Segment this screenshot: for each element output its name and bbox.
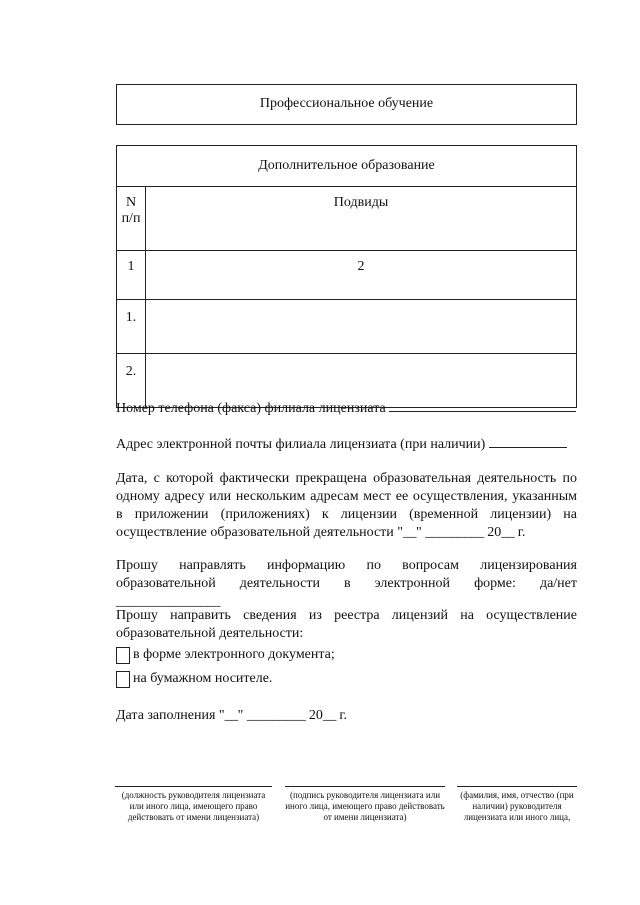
fill-date-label: Дата заполнения " xyxy=(116,708,225,723)
additional-education-table xyxy=(116,145,577,408)
table-title: Дополнительное образование xyxy=(117,146,577,187)
date-day-blank[interactable]: __ xyxy=(403,525,416,540)
fill-date-month-blank[interactable]: _________ xyxy=(246,708,306,723)
col-subtypes-header: Подвиды xyxy=(146,187,577,251)
fill-date-field: Дата заполнения "__" _________ 20__ г. xyxy=(116,708,347,723)
option-paper-row[interactable] xyxy=(116,670,272,688)
cessation-date-paragraph: Дата, с которой фактически прекращена образовательная деятельность по одному адресу или нескольким адресам мест ее осуществления, указанным в приложении (приложениях) к лицензии (временной лицензии) на осуществление образовательной деятельности "__" _________ 20__ г. xyxy=(116,471,577,540)
fill-date-year-blank[interactable]: __ xyxy=(322,708,336,723)
cessation-date-text: Дата, с которой фактически прекращена образовательная деятельность по одному адресу или нескольким адресам мест ее осуществления, указанным в приложении (приложениях) к лицензии (временной лицензии) на осуществление образовательной деятельности " xyxy=(116,471,577,540)
registry-request-text: Прошу направить сведения из реестра лицензий на осуществление образовательной деятельности: xyxy=(116,608,577,641)
signature-position-caption: (должность руководителя лицензиата или иного лица, имеющего право действовать от имени лицензиата) xyxy=(115,786,272,823)
option-electronic-label: в форме электронного документа; xyxy=(133,647,335,662)
electronic-form-blank[interactable]: ________________ xyxy=(116,594,220,609)
table-numbering-row xyxy=(117,251,577,300)
electronic-form-text: Прошу направлять информацию по вопросам лицензирования образовательной деятельности в электронной форме: да/нет xyxy=(116,558,577,591)
row-value[interactable] xyxy=(146,300,577,354)
option-paper-checkbox[interactable] xyxy=(116,671,130,688)
signature-sign-caption: (подпись руководителя лицензиата или иного лица, имеющего право действовать от имени лицензиата) xyxy=(285,786,445,823)
option-electronic-checkbox[interactable] xyxy=(116,647,130,664)
professional-training-label: Профессиональное обучение xyxy=(259,96,434,111)
signature-name-caption: (фамилия, имя, отчество (при наличии) руководителя лицензиата или иного лица, xyxy=(457,786,577,823)
electronic-form-paragraph xyxy=(116,557,577,611)
phone-field xyxy=(116,398,577,418)
row-number: 2. xyxy=(117,354,146,408)
option-paper-label: на бумажном носителе. xyxy=(133,671,273,686)
professional-training-box xyxy=(116,84,577,125)
col-num-header: N п/п xyxy=(117,187,146,251)
phone-input-line[interactable] xyxy=(389,398,576,412)
fill-date-day-blank[interactable]: __ xyxy=(224,708,238,723)
numbering-cell-1: 1 xyxy=(117,251,146,300)
numbering-cell-2: 2 xyxy=(146,251,577,300)
date-month-blank[interactable]: _________ xyxy=(425,525,484,540)
registry-request-paragraph xyxy=(116,607,577,643)
option-electronic-row[interactable] xyxy=(116,646,335,664)
phone-label: Номер телефона (факса) филиала лицензиата xyxy=(116,401,386,416)
table-row xyxy=(117,300,577,354)
table-header-row xyxy=(117,187,577,251)
email-input-line[interactable] xyxy=(489,434,567,448)
date-year-blank[interactable]: __ xyxy=(501,525,515,540)
row-number: 1. xyxy=(117,300,146,354)
email-field xyxy=(116,434,577,454)
email-label: Адрес электронной почты филиала лицензиата (при наличии) xyxy=(116,437,486,452)
